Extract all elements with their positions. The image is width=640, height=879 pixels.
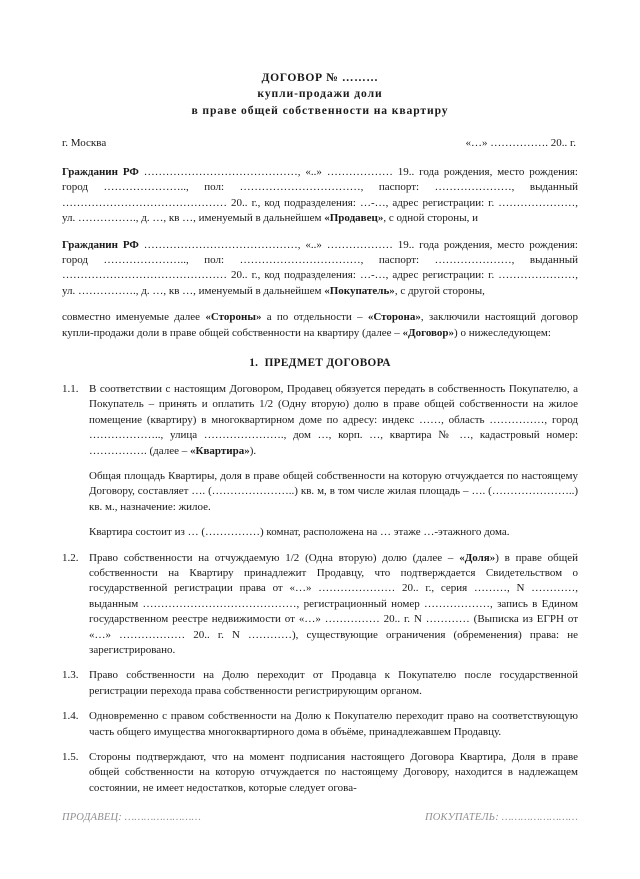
clause-text: ).: [249, 444, 257, 457]
clause-paragraph: [89, 525, 578, 540]
clause-paragraph: [89, 469, 578, 515]
buyer-details-after: , с другой стороны,: [394, 284, 485, 297]
seller-details-before: ……………………………………, «..» ……………… 19.. года рождения, место рождения: город ………………….., пол: ……………………………, паспорт: …………………, выданный ……………………………………… 20.. г., код подразделения: …-…, адрес регистрации: г. …………………, ул. ……………., д. …, кв …, именуемый в дальнейшем: [62, 165, 578, 225]
term-contract: «Договор»: [402, 326, 455, 339]
clause-text: Право собственности на отчуждаемую 1/2 (Одна вторую) долю (далее –: [89, 551, 460, 564]
footer-seller-signature: ПРОДАВЕЦ: ……………………: [62, 812, 202, 823]
joint-text-1: совместно именуемые далее: [62, 311, 206, 324]
clause-item: [62, 668, 578, 699]
joint-parties-paragraph: [62, 310, 578, 341]
page-title: [62, 70, 578, 119]
buyer-label: Гражданин РФ: [62, 238, 139, 251]
clause-text: Право собственности на Долю переходит от Продавца к Покупателю после государственной регистрации перехода права собственности регистрирующим органом.: [89, 669, 578, 697]
clause-text: Стороны подтверждают, что на момент подписания настоящего Договора Квартира, Доля в праве общей собственности на которую отчуждается по настоящему Договору, находится в надлежащем состоянии, не имеет недостатков, которые следует огова-: [89, 751, 578, 794]
title-line-1: ДОГОВОР № ………: [261, 71, 379, 84]
clause-term: «Квартира»: [190, 444, 250, 457]
clause-number: 1.2.: [62, 551, 79, 564]
clause-paragraph: [89, 668, 578, 699]
title-line-3: в праве общей собственности на квартиру: [191, 103, 449, 117]
joint-text-4: ) о нижеследующем:: [454, 326, 551, 339]
clause-list: [62, 382, 578, 796]
seller-role-term: «Продавец»: [324, 212, 384, 225]
page-bottom-fade: [0, 833, 640, 879]
clause-number: 1.1.: [62, 382, 79, 395]
title-line-2: купли-продажи доли: [257, 87, 383, 101]
section-heading-subject: 1. ПРЕДМЕТ ДОГОВОРА: [249, 356, 391, 369]
clause-body: [89, 750, 578, 796]
clause-body: [89, 382, 578, 541]
clause-paragraph: [89, 382, 578, 459]
clause-text: Общая площадь Квартиры, доля в праве общей собственности на которую отчуждается по настоящему Договору, составляет …. (…………………..) кв. м, в том числе жилая площадь – …. (…………………..) кв. м., назначение: жилое.: [89, 469, 578, 513]
clause-item: [62, 382, 578, 541]
city-date-row: [62, 137, 578, 149]
clause-body: [89, 551, 578, 659]
seller-details-after: , с одной стороны, и: [383, 212, 478, 225]
party-buyer-paragraph: [62, 238, 578, 300]
clause-number: 1.4.: [62, 710, 79, 723]
clause-item: [62, 709, 578, 740]
buyer-details-before: ……………………………………, «..» ……………… 19.. года рождения, место рождения: город ………………….., пол: ……………………………, паспорт: …………………, выданный ……………………………………… 20.. г., код подразделения: …-…, адрес регистрации: г. …………………, ул. ……………., д. …, кв …, именуемый в дальнейшем: [62, 238, 578, 297]
footer-signature-row: [62, 812, 578, 823]
clause-text: ) в праве общей собственности на Квартиру принадлежит Продавцу, что подтверждается Свидетельством о государственной регистрации права от «…» ………………… 20.. г., серия ………, N …………, выданным ……………………………………, регистрационный номер ………………, запись в Едином государственном реестре недвижимости от «…» …………… 20.. г. N ………… (Выписка из ЕГРН от «…» ……………… 20.. г. N …………), существующие ограничения (обременения) права: не зарегистрировано.: [89, 551, 578, 657]
party-seller-paragraph: [62, 165, 578, 227]
clause-text: В соответствии с настоящим Договором, Продавец обязуется передать в собственность Покупателю, а Покупатель – принять и оплатить 1/2 (Одну вторую) долю в праве общей собственности на жилое помещение (квартиру) в многоквартирном доме по адресу: индекс ……, область ……………, город ……………….., улица …………………., дом …, корп. …, квартира № …, кадастровый номер: ……………. (далее –: [89, 382, 578, 457]
clause-paragraph: [89, 750, 578, 796]
clause-number: 1.3.: [62, 669, 79, 682]
clause-body: [89, 709, 578, 740]
clause-paragraph: [89, 709, 578, 740]
buyer-role-term: «Покупатель»: [324, 284, 395, 297]
clause-number: 1.5.: [62, 751, 79, 764]
seller-label: Гражданин РФ: [62, 165, 139, 178]
joint-text-2: а по отдельности –: [261, 311, 368, 324]
date-label: «…» ……………. 20.. г.: [465, 136, 576, 149]
clause-item: [62, 750, 578, 796]
clause-text: Одновременно с правом собственности на Долю к Покупателю переходит право на соответствующую часть общего имущества многоквартирного дома в объёме, принадлежавшем Продавцу.: [89, 710, 578, 738]
clause-body: [89, 668, 578, 699]
clause-text: Квартира состоит из … (……………) комнат, расположена на … этаже …-этажного дома.: [89, 526, 510, 539]
clause-item: [62, 551, 578, 659]
clause-paragraph: [89, 551, 578, 659]
city-label: г. Москва: [62, 136, 107, 149]
joint-text-3: , заключили настоящий договор купли-продажи доли в праве общей собственности на квартиру (далее –: [62, 311, 578, 339]
footer-buyer-signature: ПОКУПАТЕЛЬ: ……………………: [424, 812, 578, 823]
term-party: «Сторона»: [367, 311, 421, 324]
clause-term: «Доля»: [459, 551, 496, 564]
term-parties: «Стороны»: [205, 311, 262, 324]
